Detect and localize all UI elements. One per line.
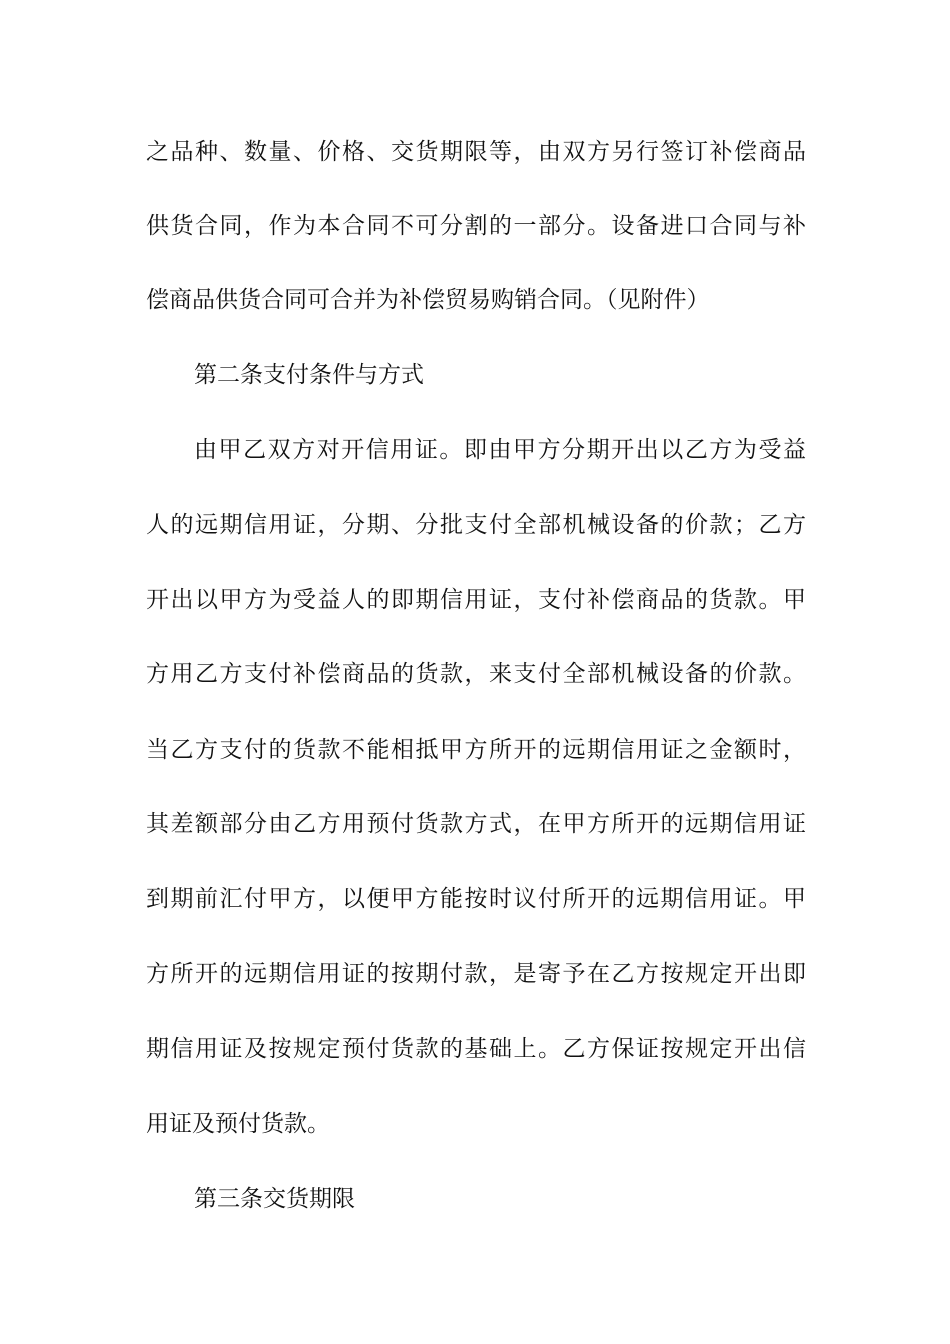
paragraph-line: 供货合同，作为本合同不可分割的一部分。设备进口合同与补 [146, 213, 806, 239]
section-heading-article-3: 第三条交货期限 [194, 1186, 355, 1212]
paragraph-line: 其差额部分由乙方用预付货款方式，在甲方所开的远期信用证 [146, 811, 806, 837]
paragraph-line: 期信用证及按规定预付货款的基础上。乙方保证按规定开出信 [146, 1036, 806, 1062]
paragraph-line: 方用乙方支付补偿商品的货款，来支付全部机械设备的价款。 [146, 661, 806, 687]
paragraph-line: 人的远期信用证，分期、分批支付全部机械设备的价款；乙方 [146, 512, 806, 538]
paragraph-line: 到期前汇付甲方，以便甲方能按时议付所开的远期信用证。甲 [146, 886, 806, 912]
paragraph-line: 开出以甲方为受益人的即期信用证，支付补偿商品的货款。甲 [146, 587, 806, 613]
paragraph-line: 当乙方支付的货款不能相抵甲方所开的远期信用证之金额时， [146, 737, 806, 763]
paragraph-line: 方所开的远期信用证的按期付款，是寄予在乙方按规定开出即 [146, 961, 806, 987]
paragraph-line: 之品种、数量、价格、交货期限等，由双方另行签订补偿商品 [146, 139, 806, 165]
paragraph-line: 偿商品供货合同可合并为补偿贸易购销合同。（见附件） [146, 287, 710, 313]
section-heading-article-2: 第二条支付条件与方式 [194, 362, 424, 388]
paragraph-line: 用证及预付货款。 [146, 1111, 330, 1137]
paragraph-line: 由甲乙双方对开信用证。即由甲方分期开出以乙方为受益 [194, 437, 806, 463]
